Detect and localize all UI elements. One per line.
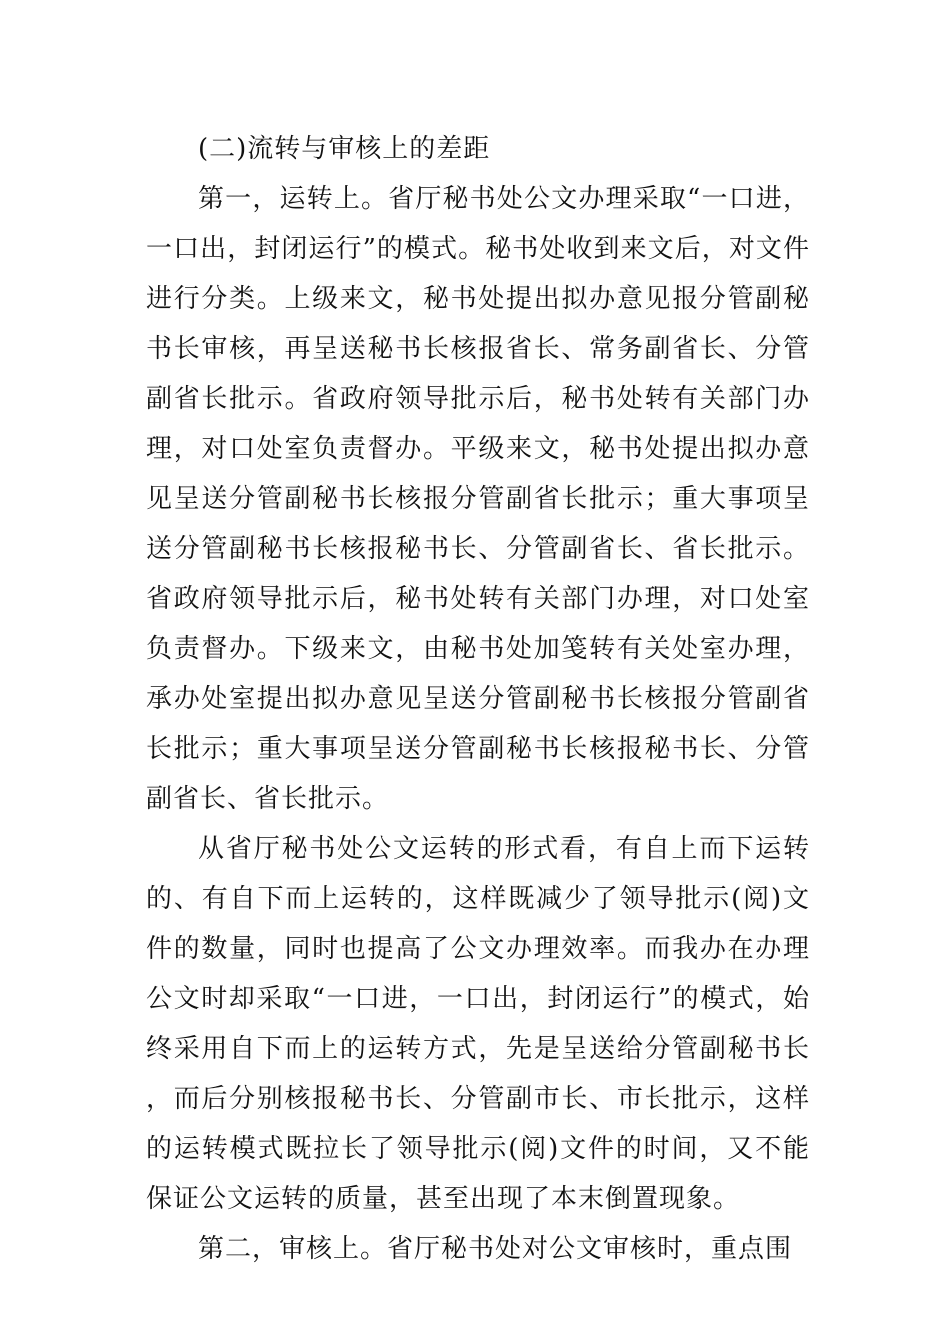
paragraph-comparison: 从省厅秘书处公文运转的形式看，有自上而下运转的、有自下而上运转的，这样既减少了领导批示(阅)文件的数量，同时也提高了公文办理效率。而我办在办理公文时却采取“一口进，一口出，封闭运行”的模式，始终采用自下而上的运转方式，先是呈送给分管副秘书长，而后分别核报秘书长、分管副市长、市长批示，这样的运转模式既拉长了领导批示(阅)文件的时间，又不能保证公文运转的质量，甚至出现了本末倒置现象。 (146, 834, 810, 1214)
section-heading: (二)流转与审核上的差距 (198, 134, 491, 164)
paragraph-operation: 第一，运转上。省厅秘书处公文办理采取“一口进，一口出，封闭运行”的模式。秘书处收到来文后，对文件进行分类。上级来文，秘书处提出拟办意见报分管副秘书长审核，再呈送秘书长核报省长、常务副省长、分管副省长批示。省政府领导批示后，秘书处转有关部门办理，对口处室负责督办。平级来文，秘书处提出拟办意见呈送分管副秘书长核报分管副省长批示；重大事项呈送分管副秘书长核报秘书长、分管副省长、省长批示。省政府领导批示后，秘书处转有关部门办理，对口处室负责督办。下级来文，由秘书处加笺转有关处室办理，承办处室提出拟办意见呈送分管副秘书长核报分管副省长批示；重大事项呈送分管副秘书长核报秘书长、分管副省长、省长批示。 (146, 184, 810, 814)
paragraph-review: 第二，审核上。省厅秘书处对公文审核时，重点围 (198, 1234, 793, 1264)
document-body (146, 124, 810, 1274)
